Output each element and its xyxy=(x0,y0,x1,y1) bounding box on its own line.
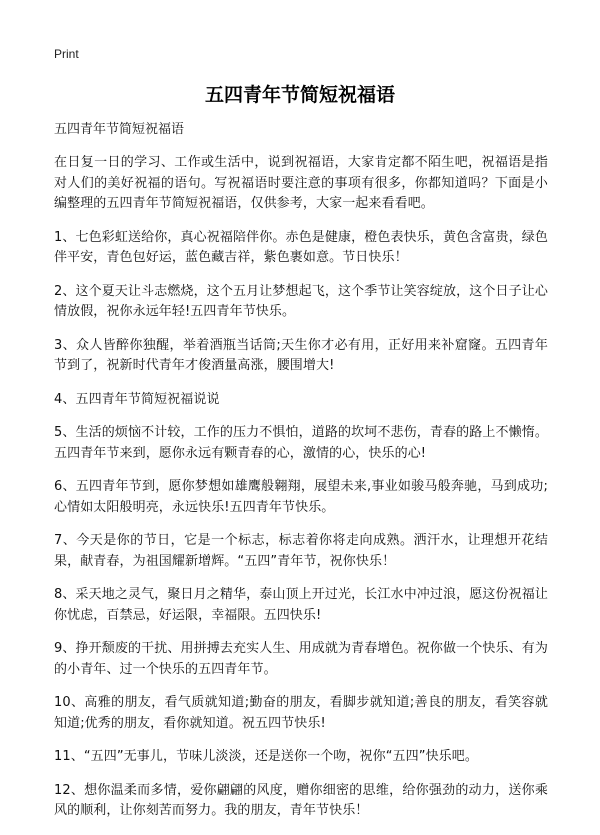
wish-item-9: 9、挣开颓废的干扰、用拼搏去充实人生、用成就为青春增色。祝你做一个快乐、有为的小青年、过一个快乐的五四青年节。 xyxy=(54,641,548,677)
intro-paragraph: 在日复一日的学习、工作或生活中，说到祝福语，大家肯定都不陌生吧，祝福语是指对人们的美好祝福的语句。写祝福语时要注意的事项有很多，你都知道吗？下面是小编整理的五四青年节简短祝福语，仅供参考，大家一起来看看吧。 xyxy=(54,155,548,211)
wish-item-1: 1、七色彩虹送给你，真心祝福陪伴你。赤色是健康，橙色表快乐，黄色含富贵，绿色伴平安，青色包好运，蓝色藏吉祥，紫色裹如意。节日快乐！ xyxy=(54,229,548,265)
wish-item-7: 7、今天是你的节日，它是一个标志，标志着你将走向成熟。洒汗水，让理想开花结果，献青春，为祖国耀新增辉。“五四”青年节，祝你快乐！ xyxy=(54,533,548,569)
article-subtitle: 五四青年节简短祝福语 xyxy=(54,122,185,137)
wish-item-3: 3、众人皆醉你独醒，举着酒瓶当话筒;天生你才必有用，正好用来补窟窿。五四青年节到了，祝新时代青年才俊酒量高涨，腰围增大! xyxy=(54,337,548,373)
print-link[interactable]: Print xyxy=(54,47,79,61)
article-body xyxy=(54,120,548,835)
wish-item-10: 10、高雅的朋友，看气质就知道;勤奋的朋友，看脚步就知道;善良的朋友，看笑容就知道;优秀的朋友，看你就知道。祝五四节快乐! xyxy=(54,695,548,731)
wish-item-11: 11、“五四”无事儿，节味儿淡淡，还是送你一个吻，祝你“五四”快乐吧。 xyxy=(54,749,478,764)
wish-item-6: 6、五四青年节到，愿你梦想如雄鹰般翱翔，展望未来,事业如骏马般奔驰，马到成功;心情如太阳般明亮，永远快乐!五四青年节快乐。 xyxy=(54,479,548,515)
page-title: 五四青年节简短祝福语 xyxy=(204,84,395,106)
wish-item-12: 12、想你温柔而多情，爱你翩翩的风度，赠你细密的思维，给你强劲的动力，送你乘风的顺利，让你刻苦而努力。我的朋友，青年节快乐！ xyxy=(54,782,548,818)
wish-item-2: 2、这个夏天让斗志燃烧，这个五月让梦想起飞，这个季节让笑容绽放，这个日子让心情放假，祝你永远年轻!五四青年节快乐。 xyxy=(54,283,548,319)
wish-item-8: 8、采天地之灵气，聚日月之精华，泰山顶上开过光，长江水中冲过浪，愿这份祝福让你忧虑，百禁忌，好运限，幸福限。五四快乐! xyxy=(54,587,548,623)
wish-item-4: 4、五四青年节简短祝福说说 xyxy=(54,391,220,407)
wish-item-5: 5、生活的烦恼不计较，工作的压力不惧怕，道路的坎坷不悲伤，青春的路上不懒惰。五四青年节来到，愿你永远有颗青春的心，激情的心，快乐的心! xyxy=(54,425,548,461)
